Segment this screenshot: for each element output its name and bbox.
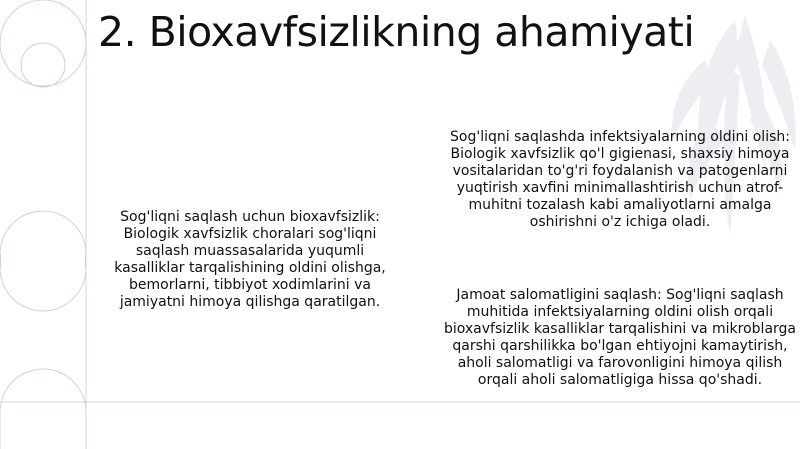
decorative-circle-small bbox=[21, 43, 65, 87]
paragraph-healthcare-biosafety: Sog'liqni saqlash uchun bioxavfsizlik: Biologik xavfsizlik choralari sog'liqni saqlash muassasalarida yuqumli kasalliklar tarqalishining oldini olishga, bemorlarni, tibbiyot xodimlarini va jamiyatni himoya qilishga qaratilgan. bbox=[114, 209, 386, 310]
decorative-arch-lower bbox=[0, 268, 86, 311]
paragraph-public-health: Jamoat salomatligini saqlash: Sog'liqni saqlash muhitida infektsiyalarning oldini olish orqali bioxavfsizlik kasalliklar tarqalishini va mikroblarga qarshi qarshilikka bo'lgan ehtiyojni kamaytirish, aholi salomatligi va farovonligini himoya qilish orqali aholi salomatligiga hissa qo'shadi. bbox=[443, 287, 796, 388]
decorative-arch-bottom bbox=[0, 369, 86, 449]
slide-title: 2. Bioxavfsizlikning ahamiyati bbox=[98, 8, 695, 56]
decorative-arch-upper bbox=[0, 211, 86, 254]
paragraph-infection-prevention: Sog'liqni saqlashda infektsiyalarning oldini olish: Biologik xavfsizlik qo'l gigienasi, shaxsiy himoya vositalaridan to'g'ri foydalanish va patogenlarni yuqtirish xavfini minimallashtirish uchun atrof-muhitni tozalash kabi amaliyotlarni amalga oshirishni o'z ichiga oladi. bbox=[450, 129, 790, 230]
